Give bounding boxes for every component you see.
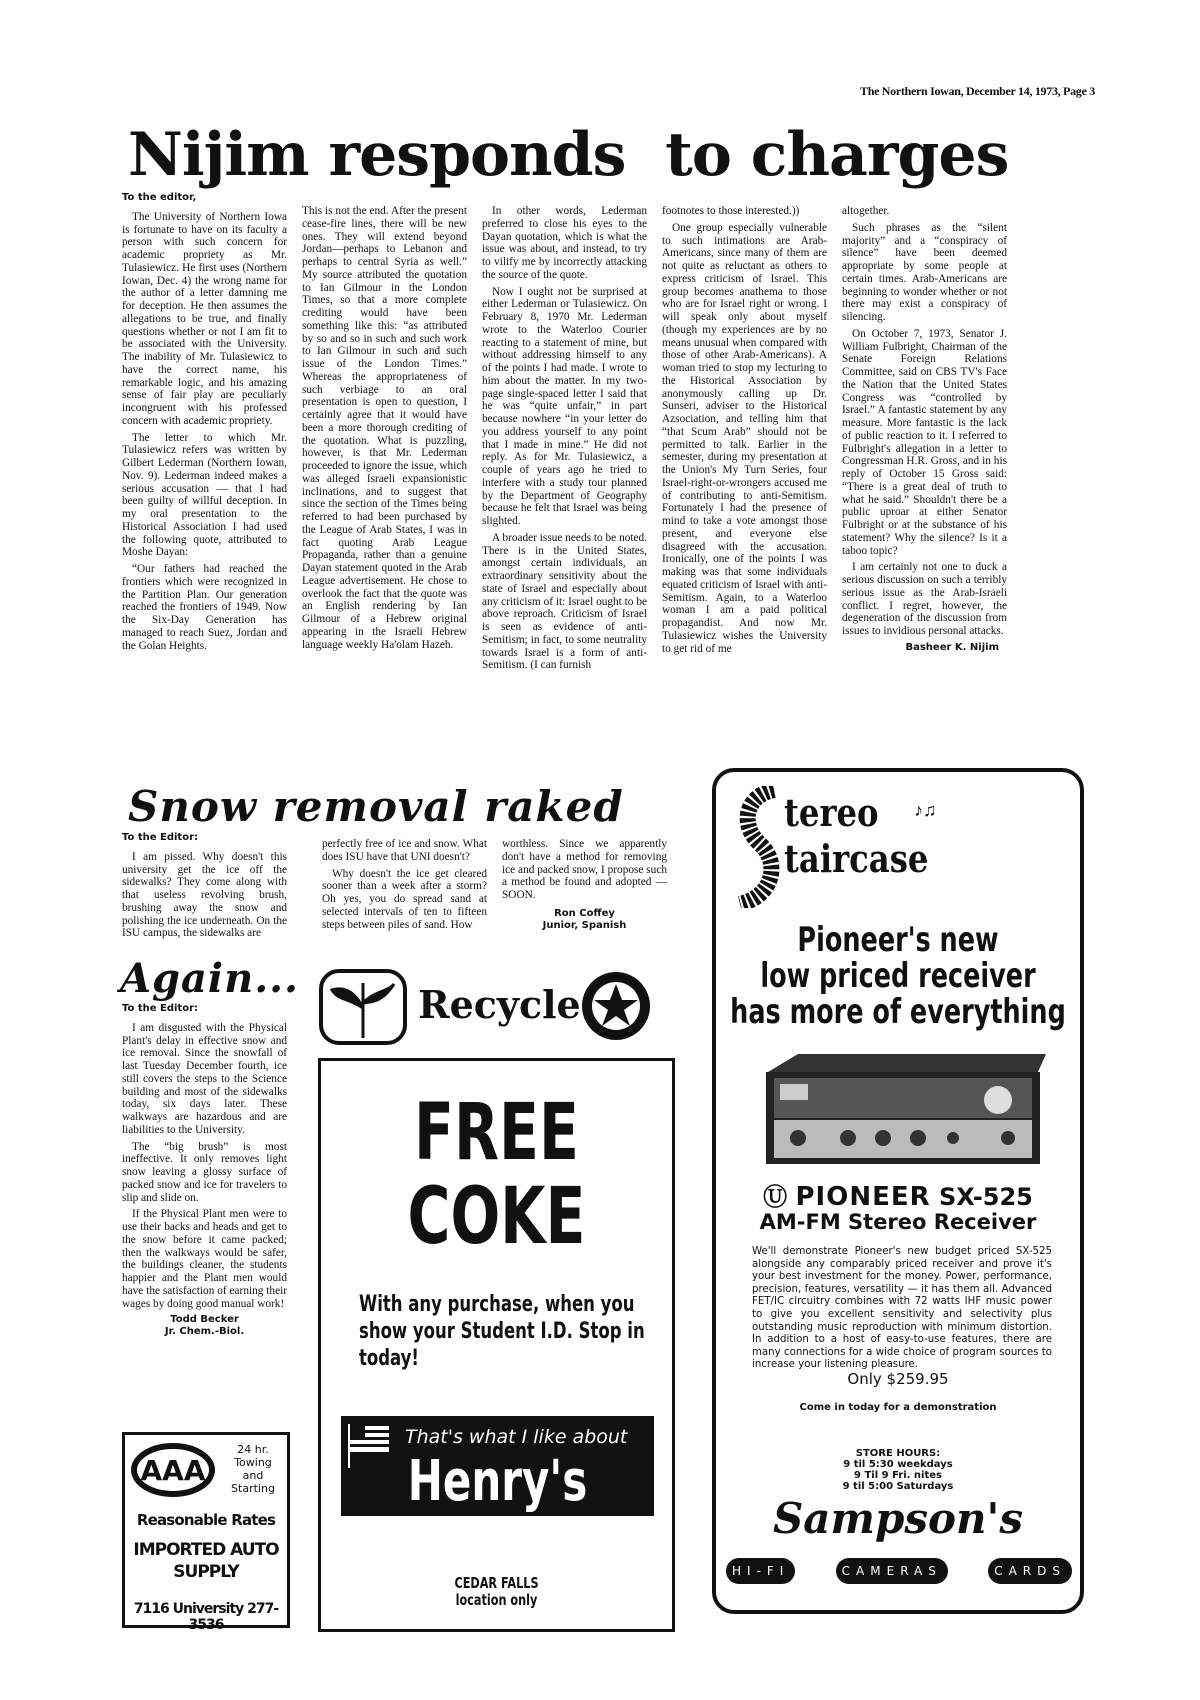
snow-signature [502,908,667,932]
stereo-headline-line: has more of everything [730,992,1066,1032]
stereo-logo-line: tereo [784,790,879,835]
lead-column [122,192,287,656]
again-headline: Again... [120,955,299,1002]
department-label: CARDS [988,1558,1072,1584]
aaa-service-line: 24 hr. [237,1443,269,1456]
pioneer-model: SX-525 [938,1183,1033,1211]
aaa-name-line: SUPPLY [173,1562,239,1582]
coke-offer-text: With any purchase, when you show your Student I.D. Stop in today! [359,1292,645,1371]
stereo-staircase-logo [784,790,928,882]
music-notes-icon: ♪♫ [914,800,937,820]
paragraph: In other words, Lederman preferred to close his eyes to the Dayan quotation, which is what the issue was about, and instead, to try to vilify me by incorrectly attacking the source of the quote. [482,205,647,281]
spiral-staircase-icon [734,786,784,908]
department-label: CAMERAS [836,1558,948,1584]
stereo-headline-line: low priced receiver [760,956,1036,996]
paragraph: footnotes to those interested.)) [662,205,800,217]
store-hours-title: STORE HOURS: [855,1448,941,1459]
again-letter [122,1003,287,1338]
henrys-slogan: That's what I like about [405,1426,628,1448]
paragraph: “Our fathers had reached the frontiers which were recognized in the Partition Plan. Our generation reached the frontiers of 1949. Now the Six-Day Generation has managed to reach Suez, Jordan and the Golan Heights. [122,563,287,652]
paragraph: I am certainly not one to duck a serious discussion on such a terribly serious issue as the Arab-Israeli conflict. I regret, however, the degeneration of the discussion from issues to invidious personal attacks. [842,561,1007,637]
paragraph: I am pissed. Why doesn't this university get the ice off the sidewalks? They come along with that useless revolving brush, brushing away the snow and polishing the ice underneath. On the ISU campus, the sidewalks are [122,850,287,940]
stereo-staircase-ad [712,768,1084,1614]
paragraph: The letter to which Mr. Tulasiewicz refers was written by Gilbert Lederman (Northern Iowan, Nov. 9). Lederman indeed makes a serious accusation — that I had been guilty of willful deception. In my oral presentation to the Historical Association I had used the following quote, attributed to Moshe Dayan: [122,431,287,559]
aaa-store-name [125,1539,287,1583]
recycle-leaf-icon [318,968,408,1046]
paragraph: perfectly free of ice and snow. What does ISU have that UNI doesn't? [322,838,487,863]
store-hours-line: 9 til 5:30 weekdays [843,1459,953,1470]
aaa-service-line: Towing [234,1456,272,1469]
page-folio: The Northern Iowan, December 14, 1973, Page 3 [860,84,1095,98]
paragraph: I am disgusted with the Physical Plant's delay in effective snow and ice removal. Since the snowfall of last Tuesday December fourth, ice still covers the steps to the Science building and most of the sidewalks today, six days later. These walkways are hazardous and are liabilities to the University. [122,1021,287,1136]
location-line: location only [455,1591,538,1609]
lead-column [662,205,827,659]
product-price: Only $259.95 [847,1370,949,1388]
demo-cta: Come in today for a demonstration [799,1402,997,1413]
henrys-coke-ad [318,1058,675,1632]
lead-salutation: To the editor, [122,192,197,203]
paragraph: This is not the end. After the present cease-fire lines, there will be new ones. They will extend beyond Jordan—perhaps to Lebanon and perhaps to central Syria as well.” My source attributed the quotation to Ian Gilmour in the London Times, so that a more complete crediting would have been something like this: “as attributed by so and so in such and such work to Ian Gilmour in such and such issue of the London Times.” Whereas the appropriateness of such verbiage to an oral presentation is open to question, I certainly agree that it would have been a more thorough crediting of the quotation. What is puzzling, however, is that Mr. Lederman proceeded to ignore the issue, which was alleged Israeli expansionistic inclinations, and to suggest that since the section of the Times being referred to had been purchased by the League of Arab States, I was in fact quoting Arab League Propaganda, rather than a genuine Dayan statement quoted in the Arab League advertisement. He chose to overlook the fact that the quote was an English rendering by Ian Gilmour of a Hebrew original appearing in the Israeli Hebrew language weekly Ha'olam Hazeh. [302,205,468,651]
recycle-ad [318,968,618,1048]
pioneer-brand: PIONEER [795,1182,931,1212]
department-label: HI-FI [726,1558,795,1584]
henrys-location [365,1575,628,1609]
paragraph: Why doesn't the ice get cleared sooner than a week after a storm? Oh yes, you do spread sand at selected intervals of ten to fifteen steps between piles of sand. How [322,867,487,931]
lead-signature: Basheer K. Nijim [905,641,999,653]
aaa-service-line: Starting [231,1482,275,1495]
recycle-label: Recycle [418,982,581,1027]
store-hours-line: 9 til 5:00 Saturdays [842,1481,954,1492]
paragraph: worthless. Since we apparently don't have a method for removing ice and packed snow, I propose such a method be found and adopted —SOON. [502,838,667,901]
aaa-service-line: and [242,1469,264,1482]
pioneer-logo-icon: Ⓤ [763,1183,788,1211]
coke-headline-line: FREE [414,1088,579,1178]
again-salutation: To the Editor: [122,1003,199,1014]
henrys-logo [341,1416,654,1516]
signature-line: Ron Coffey [554,907,615,919]
lead-column [302,205,467,655]
department-badge [836,1558,948,1584]
sampsons-logo: Sampson's [772,1494,1024,1543]
again-signature [122,1314,287,1338]
snow-headline: Snow removal raked [128,782,624,831]
signature-line: Junior, Spanish [542,919,627,931]
paragraph: One group especially vulnerable to such intimations are Arab-Americans, since many of them are not quite as reluctant as others to express criticism of Israel. This group becomes anathema to those who are for Israel right or wrong. I will speak only about myself (though my experiences are by no means unusual when compared with those of other Arab-Americans). A woman tried to stop my lecturing to the Historical Association by anonymously calling up Dr. Sunseri, adviser to the Historical Azsociation, and telling him that “that Scum Arab” should not be permitted to talk. Earlier in the semester, during my presentation at the Union's My Turn Series, four Israel-right-or-wrongers accused me of contributing to anti-Semitism. Fortunately I had the presence of mind to take a vote amongst those present, and everyone else disagreed with the accusation. Ironically, one of the points I was making was that some individuals equated criticism of Israel with anti-Semitism. Again, to a Waterloo woman I am a paid political propagandist. And now Mr. Tulasiewicz wishes the University to get rid of me [662,221,827,655]
location-line: CEDAR FALLS [454,1574,539,1592]
snow-column [122,832,287,944]
stereo-headline-line: Pioneer's new [797,920,999,960]
aaa-address: 7116 University 277-3536 [133,1601,279,1633]
snow-column [502,838,667,932]
stereo-logo-line: taircase [784,836,929,881]
paragraph: The University of Northern Iowa is fortunate to have on its faculty a person with such concern for academic propriety as Mr. Tulasiewicz. He first uses (Northern Iowan, Dec. 4) the wrong name for the author of a letter damning me for deception. He then assumes the allegations to be true, and finally questions whether or not I am fit to be associated with the University. The inability of Mr. Tulasiewicz to have the correct name, his remarkable logic, and his amazing sense of fair play are peculiarly incongruent with his professed concern with academic propriety. [122,210,287,427]
aaa-name-line: IMPORTED AUTO [133,1540,279,1560]
pioneer-model-line [716,1177,1080,1212]
paragraph: If the Physical Plant men were to use their backs and heads and get to the snow before it came packed; then the walkways would be safer, the buildings cleaner, the students happier and the Plant men would have the satisfaction of earning their wages by doing good manual work! [122,1208,287,1310]
lead-headline: Nijim responds to charges [128,120,1009,190]
paragraph: The “big brush” is most ineffective. It only removes light snow leaving a glossy surface of packed snow and ice for travelers to slip and slide on. [122,1140,287,1204]
recycle-flower-icon [580,970,652,1042]
signature-line: Jr. Chem.-Biol. [164,1326,245,1338]
paragraph: A broader issue needs to be noted. There is in the United States, amongst certain individuals, an extraordinary sensitivity about the state of Israel and especially about any criticism of it: Israel ought to be above reproach. Criticism of Israel is seen as evidence of anti-Semitism; in fact, to some neutrality towards Israel is a form of anti-Semitism. (I can furnish [482,531,647,672]
snow-column [322,838,487,935]
aaa-logo-icon [131,1443,215,1497]
lead-column [482,205,647,676]
paragraph: Now I ought not be surprised at either Lederman or Tulasiewicz. On February 8, 1970 Mr. Lederman wrote to the Waterloo Courier reacting to a statement of mine, but without addressing himself to any of the points I had made. I wrote to him about the matter. In my two-page single-spaced letter I said that he was “quite unfair,” in part because nowhere “in your letter do you address yourself to any point that I made in mine.” He did not reply. As for Mr. Tulasiewicz, a couple of years ago he tried to interfere with a study tour planned by the Department of Geography because he felt that Israel was being slighted. [482,285,647,527]
paragraph: Such phrases as the “silent majority” and a “conspiracy of silence” have been deemed appropriate by some people at certain times. Arab-Americans are beginning to wonder whether or not there may exist a conspiracy of silencing. [842,221,1007,323]
free-coke-headline [365,1088,628,1262]
store-departments [726,1558,1072,1584]
product-name: AM-FM Stereo Receiver [759,1210,1037,1234]
store-hours-line: 9 Til 9 Fri. nites [854,1470,942,1481]
aaa-services [221,1443,285,1495]
signature-line: Todd Becker [170,1314,239,1326]
paragraph: On October 7, 1973, Senator J. William Fulbright, Chairman of the Senate Foreign Relations Committee, said on CBS TV's Face the Nation that the United States Congress was “controlled by Israel.” A fantastic statement by any measure. More fantastic is the lack of public reaction to it. I referred to Fulbright's allegation in a letter to Congressman H.R. Gross, and in his reply of October 15 Gross said: “There is a great deal of truth to what he said.” Shouldn't there be a public uproar at either Senator Fulbright or at the substance of his statement? Why the silence? Is it a taboo topic? [842,327,1007,557]
department-badge [988,1558,1072,1584]
product-description: We'll demonstrate Pioneer's new budget priced SX-525 alongside any comparably priced receiver and prove it's your best investment for the money. Power, performance, precision, features, versatility — it has them all. Advanced FET/IC circuitry combines with 72 watts IHF music power to give you excellent sensitivity and selectivity plus outstanding music reproduction with minimum distortion. In addition to a host of easy-to-use features, there are many connections for a wide choice of program sources to increase your listening pleasure. [752,1246,1052,1371]
store-hours [716,1448,1080,1492]
department-badge [726,1558,795,1584]
aaa-ad [122,1432,290,1633]
aaa-logo-text: AAA [140,1454,206,1487]
lead-column [842,205,1007,654]
henrys-brand: Henry's [407,1449,588,1514]
snow-salutation: To the Editor: [122,832,199,843]
coke-headline-line: COKE [407,1172,586,1262]
receiver-image [758,1052,1048,1167]
paragraph: altogether. [842,205,890,217]
aaa-rates: Reasonable Rates [136,1511,276,1529]
stereo-headline [673,922,1123,1030]
